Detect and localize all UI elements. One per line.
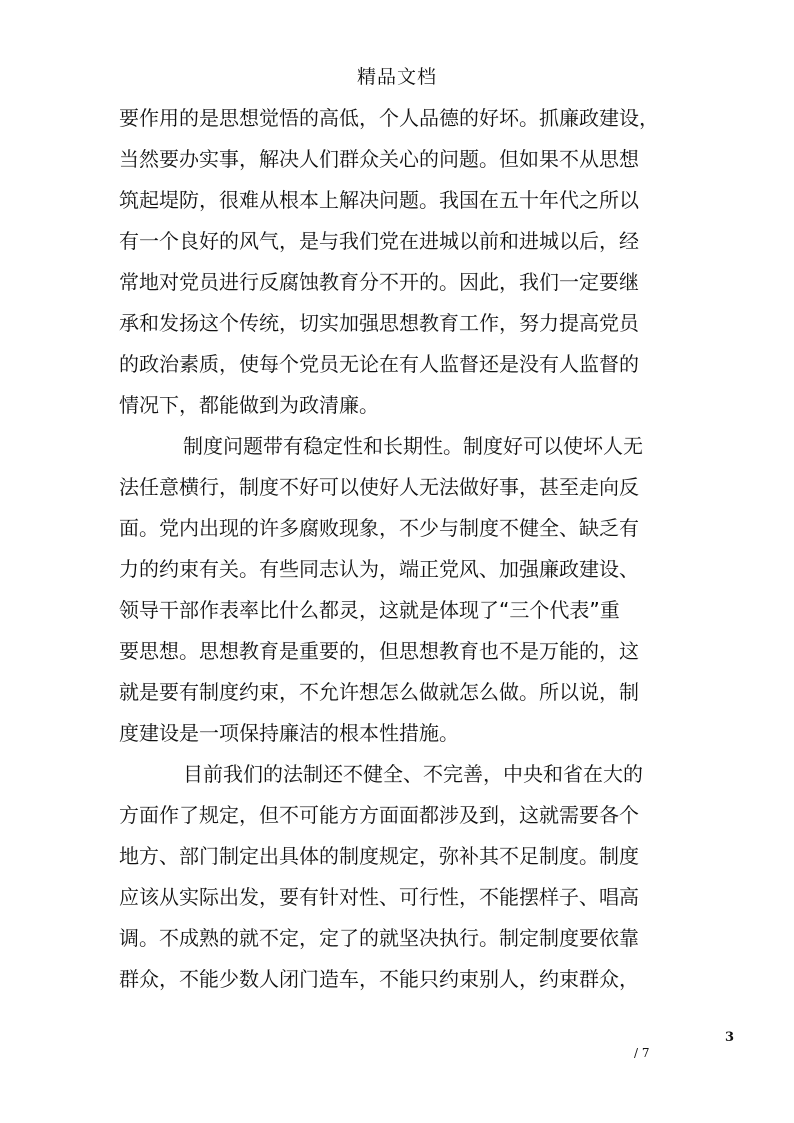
text-line: 承和发扬这个传统，切实加强思想教育工作，努力提高党员 [119,311,639,335]
text-line: 当然要办实事，解决人们群众关心的问题。但如果不从思想 [119,147,639,171]
text-line: 领导干部作表率比什么都灵，这就是体现了“三个代表”重 [119,598,620,622]
text-line: 调。不成熟的就不定，定了的就坚决执行。制定制度要依靠 [119,926,639,950]
text-line: 力的约束有关。有些同志认为，端正党风、加强廉政建设、 [119,557,639,581]
text-line: 筑起堤防，很难从根本上解决问题。我国在五十年代之所以 [119,188,639,212]
paragraph-first-line: 目前我们的法制还不健全、不完善，中央和省在大的 [183,762,643,786]
text-line: 群众，不能少数人闭门造车，不能只约束别人，约束群众， [119,967,639,991]
text-line: 度建设是一项保持廉洁的根本性措施。 [119,721,459,745]
text-line: 应该从实际出发，要有针对性、可行性，不能摆样子、唱高 [119,885,639,909]
document-body [119,98,679,1000]
paragraph-first-line: 制度问题带有稳定性和长期性。制度好可以使坏人无 [183,434,643,458]
text-line: 面。党内出现的许多腐败现象，不少与制度不健全、缺乏有 [119,516,639,540]
page-total: / 7 [634,1046,650,1060]
text-line: 的政治素质，使每个党员无论在有人监督还是没有人监督的 [119,352,639,376]
page-number: 3 [725,1030,735,1045]
text-line: 要作用的是思想觉悟的高低，个人品德的好坏。抓廉政建设， [119,106,659,130]
text-line: 法任意横行，制度不好可以使好人无法做好事，甚至走向反 [119,475,639,499]
text-line: 情况下，都能做到为政清廉。 [119,393,379,417]
text-line: 有一个良好的风气，是与我们党在进城以前和进城以后，经 [119,229,639,253]
text-line: 要思想。思想教育是重要的，但思想教育也不是万能的，这 [119,639,639,663]
text-line: 地方、部门制定出具体的制度规定，弥补其不足制度。制度 [119,844,639,868]
text-line: 方面作了规定，但不可能方方面面都涉及到，这就需要各个 [119,803,639,827]
text-line: 常地对党员进行反腐蚀教育分不开的。因此，我们一定要继 [119,270,639,294]
document-header: 精品文档 [356,66,437,88]
text-line: 就是要有制度约束，不允许想怎么做就怎么做。所以说，制 [119,680,639,704]
